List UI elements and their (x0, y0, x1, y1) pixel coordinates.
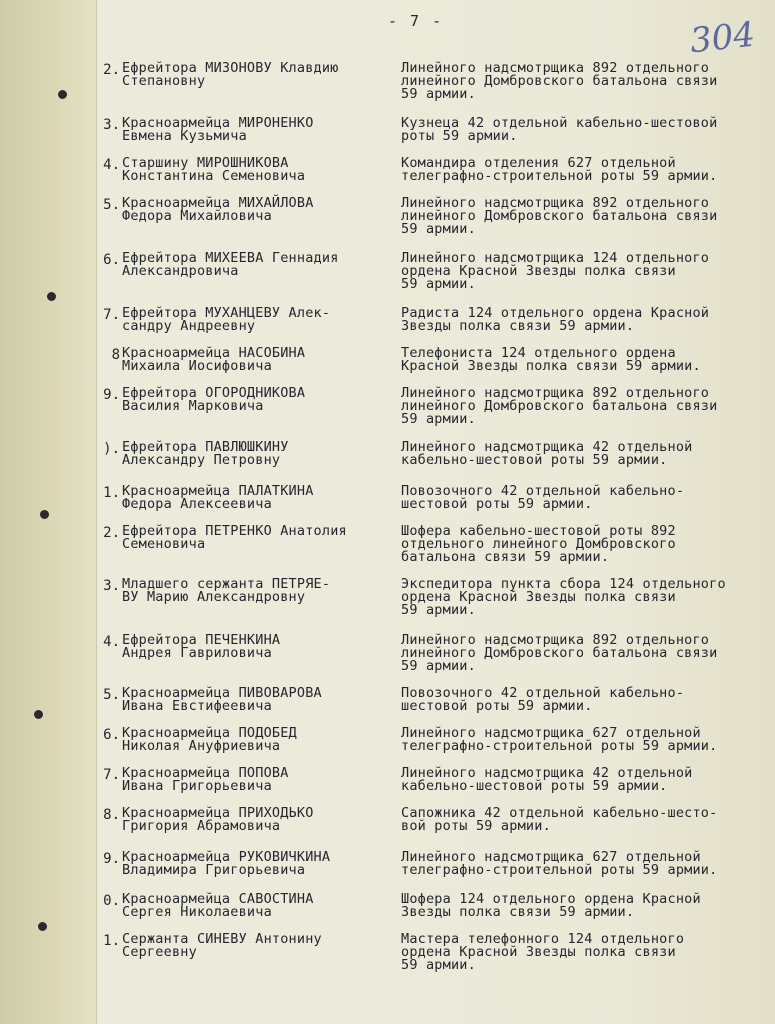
entry-name: Красноармейца САВОСТИНА Сергея Николаевича (122, 891, 314, 920)
entry-position: Линейного надсмотрщика 892 отдельного линейного Домбровского батальона связи 59 армии. (401, 195, 718, 237)
entry-position: Шофера 124 отдельного ордена Красной Звезды полка связи 59 армии. (401, 891, 701, 920)
entry-number: ). (103, 441, 120, 457)
entry-position: Линейного надсмотрщика 42 отдельной кабельно-шестовой роты 59 армии. (401, 439, 693, 468)
entry-number: 2. (103, 62, 120, 78)
entry-number: 3. (103, 578, 120, 594)
entry-name: Старшину МИРОШНИКОВА Константина Семеновича (122, 155, 306, 184)
entry-number: 4. (103, 634, 120, 650)
entry-name: Младшего сержанта ПЕТРЯЕ- ВУ Марию Александровну (122, 576, 331, 605)
entry-name: Ефрейтора МУХАНЦЕВУ Алек- сандру Андреевну (122, 305, 331, 334)
entry-name: Ефрейтора МИЗОНОВУ Клавдию Степановну (122, 60, 339, 89)
entry-position: Радиста 124 отдельного ордена Красной Звезды полка связи 59 армии. (401, 305, 710, 334)
entry-position: Командира отделения 627 отдельной телеграфно-строительной роты 59 армии. (401, 155, 718, 184)
entry-position: Линейного надсмотрщика 892 отдельного линейного Домбровского батальона связи 59 армии. (401, 60, 718, 102)
entry-number: 6. (103, 727, 120, 743)
entry-name: Сержанта СИНЕВУ Антонину Сергеевну (122, 931, 322, 960)
entry-name: Красноармейца ПРИХОДЬКО Григория Абрамовича (122, 805, 314, 834)
entry-position: Повозочного 42 отдельной кабельно- шестовой роты 59 армии. (401, 483, 685, 512)
entry-name: Красноармейца ПОДОБЕД Николая Ануфриевича (122, 725, 297, 754)
entry-number: 3. (103, 117, 120, 133)
entry-number: 5. (103, 687, 120, 703)
entry-name: Ефрейтора ПЕТРЕНКО Анатолия Семеновича (122, 523, 347, 552)
entry-number: 8. (103, 807, 120, 823)
entry-name: Ефрейтора ПЕЧЕНКИНА Андрея Гавриловича (122, 632, 281, 661)
entry-position: Линейного надсмотрщика 892 отдельного линейного Домбровского батальона связи 59 армии. (401, 385, 718, 427)
entry-position: Кузнеца 42 отдельной кабельно-шестовой роты 59 армии. (401, 115, 718, 144)
entry-number: 8 (111, 347, 120, 363)
entry-number: 5. (103, 197, 120, 213)
entry-number: 9. (103, 851, 120, 867)
entry-name: Красноармейца ПИВОВАРОВА Ивана Евстифеевича (122, 685, 322, 714)
entry-position: Экспедитора пункта сбора 124 отдельного ордена Красной Звезды полка связи 59 армии. (401, 576, 726, 618)
entry-position: Линейного надсмотрщика 892 отдельного линейного Домбровского батальона связи 59 армии. (401, 632, 718, 674)
entry-name: Красноармейца ПАЛАТКИНА Федора Алексеевича (122, 483, 314, 512)
entry-name: Ефрейтора МИХЕЕВА Геннадия Александровича (122, 250, 339, 279)
entry-number: 1. (103, 485, 120, 501)
entry-number: 2. (103, 525, 120, 541)
archive-number: 304 (688, 14, 757, 62)
entry-name: Красноармейца МИХАЙЛОВА Федора Михайловича (122, 195, 314, 224)
entry-number: 9. (103, 387, 120, 403)
entry-number: 7. (103, 767, 120, 783)
entry-position: Шофера кабельно-шестовой роты 892 отдельного линейного Домбровского батальона связи 59 армии. (401, 523, 676, 565)
entry-position: Линейного надсмотрщика 124 отдельного ордена Красной Звезды полка связи 59 армии. (401, 250, 710, 292)
entry-position: Телефониста 124 отдельного ордена Красной Звезды полка связи 59 армии. (401, 345, 701, 374)
page-number: - 7 - (388, 12, 444, 30)
entry-number: 6. (103, 252, 120, 268)
entry-number: 1. (103, 933, 120, 949)
entry-number: 0. (103, 893, 120, 909)
entry-number: 4. (103, 157, 120, 173)
entry-name: Ефрейтора ОГОРОДНИКОВА Василия Марковича (122, 385, 306, 414)
entry-name: Красноармейца НАСОБИНА Михаила Иосифовича (122, 345, 306, 374)
entry-name: Красноармейца РУКОВИЧКИНА Владимира Григорьевича (122, 849, 331, 878)
entry-position: Сапожника 42 отдельной кабельно-шесто- вой роты 59 армии. (401, 805, 718, 834)
entry-position: Линейного надсмотрщика 627 отдельной телеграфно-строительной роты 59 армии. (401, 849, 718, 878)
entry-position: Линейного надсмотрщика 627 отдельной телеграфно-строительной роты 59 армии. (401, 725, 718, 754)
entry-position: Мастера телефонного 124 отдельного ордена Красной Звезды полка связи 59 армии. (401, 931, 685, 973)
entry-position: Линейного надсмотрщика 42 отдельной кабельно-шестовой роты 59 армии. (401, 765, 693, 794)
entry-name: Красноармейца МИРОНЕНКО Евмена Кузьмича (122, 115, 314, 144)
entry-number: 7. (103, 307, 120, 323)
entry-position: Повозочного 42 отдельной кабельно- шестовой роты 59 армии. (401, 685, 685, 714)
entry-name: Красноармейца ПОПОВА Ивана Григорьевича (122, 765, 289, 794)
entry-name: Ефрейтора ПАВЛЮШКИНУ Александру Петровну (122, 439, 289, 468)
